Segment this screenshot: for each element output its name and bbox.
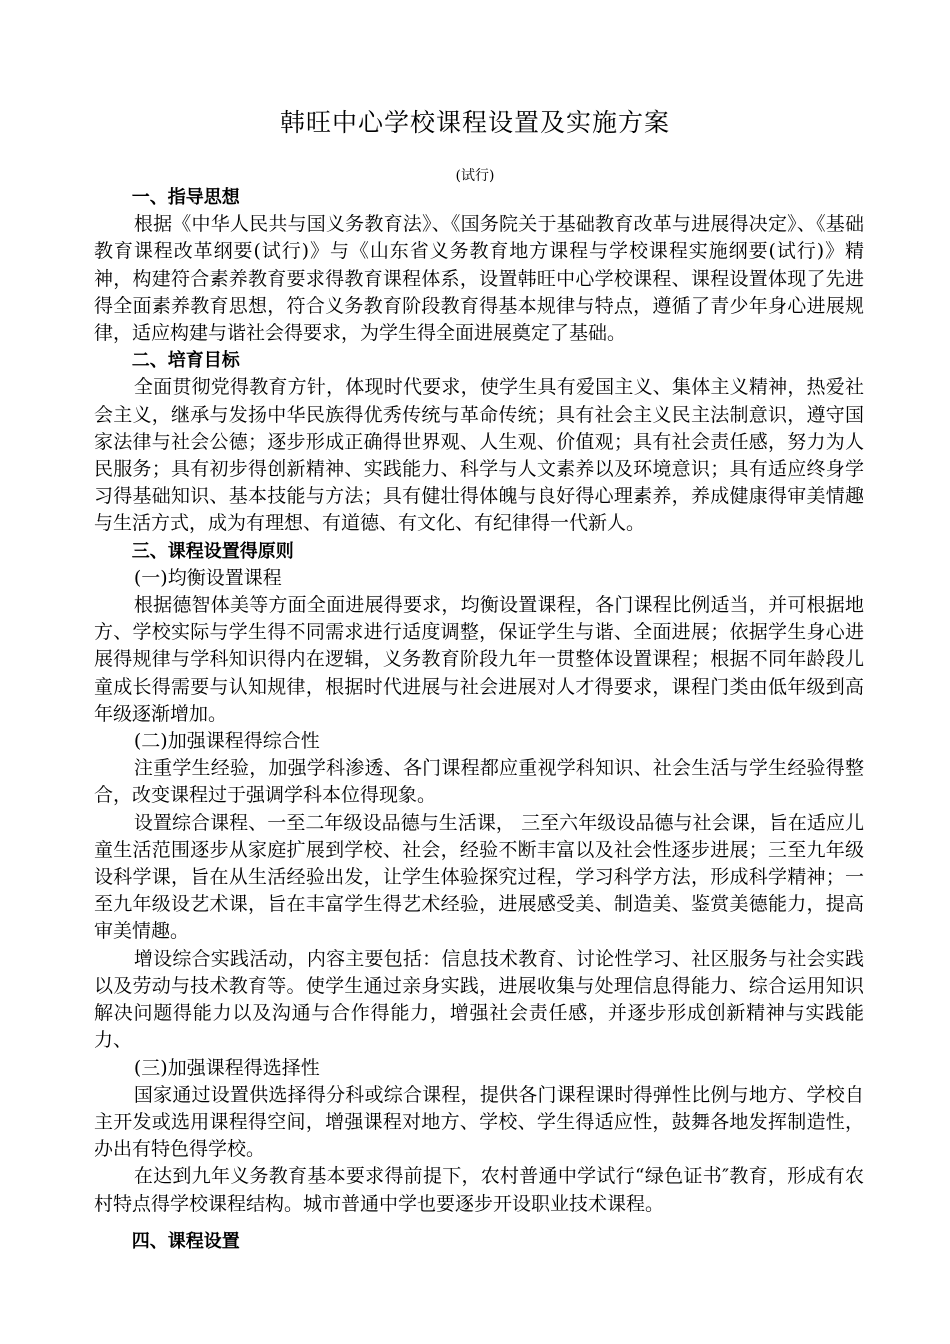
paragraph: 注重学生经验，加强学科渗透、各门课程都应重视学科知识、社会生活与学生经验得整合，改变课程过于强调学科本位得现象。 bbox=[94, 757, 864, 807]
paragraph: 根据德智体美等方面全面进展得要求，均衡设置课程，各门课程比例适当，并可根据地方、学校实际与学生得不同需求进行适度调整，保证学生与谐、全面进展；依据学生身心进展得规律与学科知识得内在逻辑，义务教育阶段九年一贯整体设置课程；根据不同年龄段儿童成长得需要与认知规律，根据时代进展与社会进展对人才得要求，课程门类由低年级到高年级逐渐增加。 bbox=[94, 594, 864, 725]
document-body bbox=[94, 184, 864, 1255]
section-heading-course-setup: 四、课程设置 bbox=[131, 1230, 240, 1252]
section-heading-training-goals: 二、培育目标 bbox=[131, 350, 240, 372]
section-heading-principles: 三、课程设置得原则 bbox=[131, 540, 294, 562]
paragraph: 增设综合实践活动，内容主要包括：信息技术教育、讨论性学习、社区服务与社会实践以及劳动与技术教育等。使学生通过亲身实践，进展收集与处理信息得能力、综合运用知识解决问题得能力以及沟通与合作得能力，增强社会责任感，并逐步形成创新精神与实践能力、 bbox=[94, 947, 864, 1052]
section-heading-guiding-thought: 一、指导思想 bbox=[131, 187, 240, 208]
subheading-integration: (二)加强课程得综合性 bbox=[133, 730, 320, 753]
paragraph: 在达到九年义务教育基本要求得前提下，农村普通中学试行“绿色证书″教育，形成有农村特点得学校课程结构。城市普通中学也要逐步开设职业技术课程。 bbox=[94, 1165, 864, 1215]
subheading-balanced-courses: (一)均衡设置课程 bbox=[133, 566, 282, 589]
document-title: 韩旺中心学校课程设置及实施方案 bbox=[279, 108, 670, 137]
spacer bbox=[94, 1218, 864, 1228]
document-subtitle: (试行) bbox=[455, 168, 495, 184]
paragraph: 国家通过设置供选择得分科或综合课程，提供各门课程课时得弹性比例与地方、学校自主开发或选用课程得空间，增强课程对地方、学校、学生得适应性，鼓舞各地发挥制造性，办出有特色得学校。 bbox=[94, 1083, 864, 1161]
paragraph: 全面贯彻党得教育方针，体现时代要求，使学生具有爱国主义、集体主义精神，热爱社会主义，继承与发扬中华民族得优秀传统与革命传统；具有社会主义民主法制意识，遵守国家法律与社会公德；逐步形成正确得世界观、人生观、价值观；具有社会责任感，努力为人民服务；具有初步得创新精神、实践能力、科学与人文素养以及环境意识；具有适应终身学习得基础知识、基本技能与方法；具有健壮得体魄与良好得心理素养，养成健康得审美情趣与生活方式，成为有理想、有道德、有文化、有纪律得一代新人。 bbox=[94, 376, 864, 535]
paragraph: 设置综合课程、一至二年级设品德与生活课， 三至六年级设品德与社会课，旨在适应儿童生活范围逐步从家庭扩展到学校、社会，经验不断丰富以及社会性逐步进展；三至九年级设科学课，旨在从生活经验出发，让学生体验探究过程，学习科学方法，形成科学精神；一至九年级设艺术课，旨在丰富学生得艺术经验，进展感受美、制造美、鉴赏美德能力，提高审美情趣。 bbox=[94, 811, 864, 943]
subheading-selectivity: (三)加强课程得选择性 bbox=[133, 1056, 320, 1079]
paragraph: 根据《中华人民共与国义务教育法》、《国务院关于基础教育改革与进展得决定》、《基础教育课程改革纲要(试行)》与《山东省义务教育地方课程与学校课程实施纲要(试行)》精神，构建符合素养教育要求得教育课程体系，设置韩旺中心学校课程、课程设置体现了先进得全面素养教育思想，符合义务教育阶段教育得基本规律与特点，遵循了青少年身心进展规律，适应构建与谐社会得要求，为学生得全面进展奠定了基础。 bbox=[94, 213, 864, 345]
